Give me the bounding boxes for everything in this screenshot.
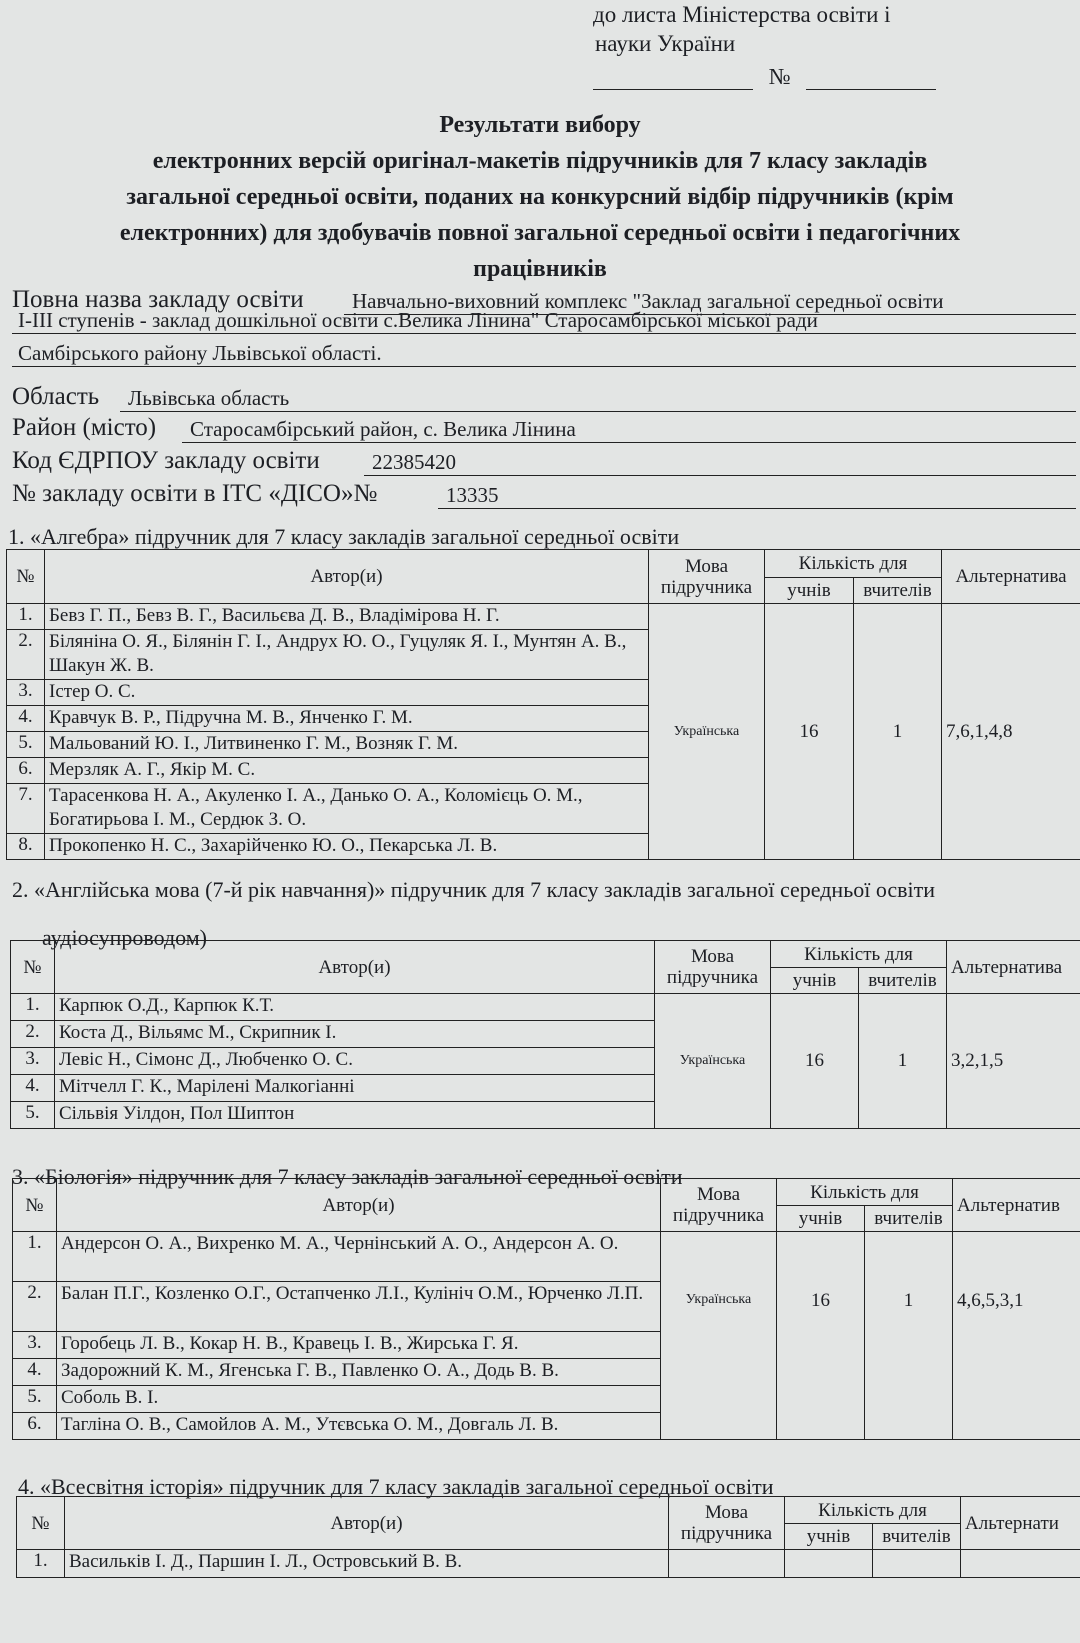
- full-name-label: Повна назва закладу освіти: [12, 286, 304, 313]
- edrpou-value: 22385420: [364, 449, 1076, 476]
- table-row: 2. Коста Д., Вільямс М., Скрипник І.: [11, 1021, 1080, 1048]
- section-1-heading: 1. «Алгебра» підручник для 7 класу закладів загальної середньої освіти: [8, 524, 680, 549]
- section-4-table: № Автор(и) Мова підручника Кількість для Альтернати учнів вчителів 1. Васильків І. Д., Паршин І. Л., Островський В. В.: [16, 1496, 1080, 1578]
- its-label: № закладу освіти в ІТС «ДІСО»№: [12, 480, 378, 507]
- alternative-value: 7,6,1,4,8: [942, 604, 1080, 860]
- field-its: [12, 480, 1076, 513]
- table-row: 3. Істер О. С.: [7, 680, 1080, 706]
- section-3-heading: 3. «Біологія» підручник для 7 класу закладів загальної середньої освіти: [12, 1164, 683, 1189]
- header-number-line: [593, 64, 936, 90]
- alternative-value: 4,6,5,3,1: [953, 1232, 1080, 1440]
- col-students: учнів: [765, 578, 854, 604]
- table-row: 2. Балан П.Г., Козленко О.Г., Остапченко Л.І., Кулініч О.М., Юрченко Л.П.: [13, 1282, 1080, 1332]
- title-line-3: загальної середньої освіти, поданих на конкурсний відбір підручників (крім: [126, 184, 954, 210]
- table-row: 4. Кравчук В. Р., Підручна М. В., Янченко Г. М.: [7, 706, 1080, 732]
- section-1-table: [6, 549, 1080, 860]
- table-header-row: № Автор(и) Мова підручника Кількість для Альтернати: [17, 1497, 1080, 1524]
- table-row: 6. Тагліна О. В., Самойлов А. М., Утєвська О. М., Довгаль Л. В.: [13, 1413, 1080, 1440]
- table-row: 3. Левіс Н., Сімонс Д., Любченко О. С.: [11, 1048, 1080, 1075]
- district-label: Район (місто): [12, 414, 157, 441]
- full-name-value-2: І-ІІІ ступенів - заклад дошкільної освіти с.Велика Лінина" Старосамбірської міської ради: [12, 300, 1076, 334]
- table-row: 3. Горобець Л. В., Кокар Н. В., Кравець І. В., Жирська Г. Я.: [13, 1332, 1080, 1359]
- table-row: 5. Соболь В. І.: [13, 1386, 1080, 1413]
- col-num: №: [7, 550, 45, 604]
- col-quantity: Кількість для: [765, 550, 942, 578]
- number-blank: [806, 65, 936, 90]
- section-2-heading-cont: аудіосупроводом): [42, 925, 207, 950]
- document-title: [30, 107, 1050, 287]
- col-teachers: вчителів: [854, 578, 942, 604]
- col-author: Автор(и): [45, 550, 649, 604]
- students-value: 16: [771, 994, 859, 1129]
- its-value: 13335: [438, 482, 1076, 509]
- table-row: 4. Мітчелл Г. К., Марілені Малкогіанні: [11, 1075, 1080, 1102]
- table-row: 1. Бевз Г. П., Бевз В. Г., Васильєва Д. В., Владімірова Н. Г. Українська 16 1 7,6,1,4,8: [7, 604, 1080, 630]
- field-district: [12, 414, 1076, 447]
- col-language: Мова підручника: [649, 550, 765, 604]
- date-blank: [593, 65, 753, 90]
- table-header-row: [7, 550, 1080, 578]
- students-value: 16: [765, 604, 854, 860]
- language-value: Українська: [649, 604, 765, 860]
- full-name-value-3: Самбірського району Львівської області.: [12, 333, 1076, 367]
- table-header-row: № Автор(и) Мова підручника Кількість для Альтернатив: [13, 1179, 1080, 1206]
- table-row: 6. Мерзляк А. Г., Якір М. С.: [7, 758, 1080, 784]
- table-row: 7. Тарасенкова Н. А., Акуленко І. А., Данько О. А., Коломієць О. М., Богатирьова І. М., Сердюк З. О.: [7, 784, 1080, 834]
- teachers-value: 1: [854, 604, 942, 860]
- section-2-table: № Автор(и) Мова підручника Кількість для Альтернатива учнів вчителів 1. Карпюк О.Д., Карпюк К.Т. Українська 16 1 3,2,1,5 2. Коста Д., Вільямс М., Скрипник І. 3. Левіс Н., Сімонс Д., Любченко О. С. 4. Мітчелл Г. К., Марілені Малкогіанні 5. Сільвія Уілдон, Пол Шиптон: [10, 940, 1080, 1129]
- section-4-heading: 4. «Всесвітня історія» підручник для 7 класу закладів загальної середньої освіти: [18, 1474, 774, 1499]
- alternative-value: 3,2,1,5: [947, 994, 1080, 1129]
- field-region: [12, 383, 1076, 416]
- language-value: Українська: [655, 994, 771, 1129]
- title-line-2: електронних версій оригінал-макетів підручників для 7 класу закладів: [152, 148, 928, 174]
- table-row: 5. Сільвія Уілдон, Пол Шиптон: [11, 1102, 1080, 1129]
- region-label: Область: [12, 383, 100, 410]
- language-value: Українська: [661, 1232, 777, 1440]
- header-line-2: науки України: [595, 31, 736, 56]
- table-row: 2. Біляніна О. Я., Білянін Г. І., Андрух Ю. О., Гуцуляк Я. І., Мунтян А. В., Шакун Ж. В.: [7, 630, 1080, 680]
- table-row: 1. Васильків І. Д., Паршин І. Л., Островський В. В.: [17, 1550, 1080, 1578]
- title-line-1: Результати вибору: [439, 112, 641, 138]
- students-value: 16: [777, 1232, 865, 1440]
- full-name-value-1: Навчально-виховний комплекс "Заклад загальної середньої освіти: [344, 288, 1076, 315]
- number-sign: №: [768, 64, 791, 89]
- section-2-heading: 2. «Англійська мова (7-й рік навчання)» підручник для 7 класу закладів загальної середньої освіти: [12, 877, 936, 902]
- table-row: 1. Андерсон О. А., Вихренко М. А., Чернінський А. О., Андерсон А. О. Українська 16 1 4,6,5,3,1: [13, 1232, 1080, 1282]
- region-value: Львівська область: [120, 385, 1076, 412]
- section-3-table: № Автор(и) Мова підручника Кількість для Альтернатив учнів вчителів 1. Андерсон О. А., Вихренко М. А., Чернінський А. О., Андерсон А. О. Українська 16 1 4,6,5,3,1 2. Балан П.Г., Козленко О.Г., Остапченко Л.І., Кулініч О.М., Юрченко Л.П. 3. Горобець Л. В., Кокар Н. В., Кравець І. В., Жирська Г. Я. 4. Задорожний К. М., Ягенська Г. В., Павленко О. А., Додь В. В. 5. Соболь В. І. 6. Тагліна О. В., Самойлов А. М., Утєвська О. М., Довгаль Л. В.: [12, 1178, 1080, 1440]
- table-row: 5. Мальований Ю. І., Литвиненко Г. М., Возняк Г. М.: [7, 732, 1080, 758]
- teachers-value: 1: [859, 994, 947, 1129]
- district-value: Старосамбірський район, с. Велика Лінина: [182, 416, 1076, 443]
- field-edrpou: [12, 447, 1076, 480]
- title-line-5: працівників: [473, 256, 607, 282]
- title-line-4: електронних) для здобувачів повної загальної середньої освіти і педагогічних: [119, 220, 961, 246]
- table-row: 1. Карпюк О.Д., Карпюк К.Т. Українська 16 1 3,2,1,5: [11, 994, 1080, 1021]
- edrpou-label: Код ЄДРПОУ закладу освіти: [12, 447, 320, 474]
- header-line-1: до листа Міністерства освіти і: [593, 2, 891, 27]
- teachers-value: 1: [865, 1232, 953, 1440]
- table-header-row: № Автор(и) Мова підручника Кількість для Альтернатива: [11, 941, 1080, 968]
- col-alternative: Альтернатива: [942, 550, 1080, 604]
- table-row: 8. Прокопенко Н. С., Захарійченко Ю. О., Пекарська Л. В.: [7, 834, 1080, 860]
- table-row: 4. Задорожний К. М., Ягенська Г. В., Павленко О. А., Додь В. В.: [13, 1359, 1080, 1386]
